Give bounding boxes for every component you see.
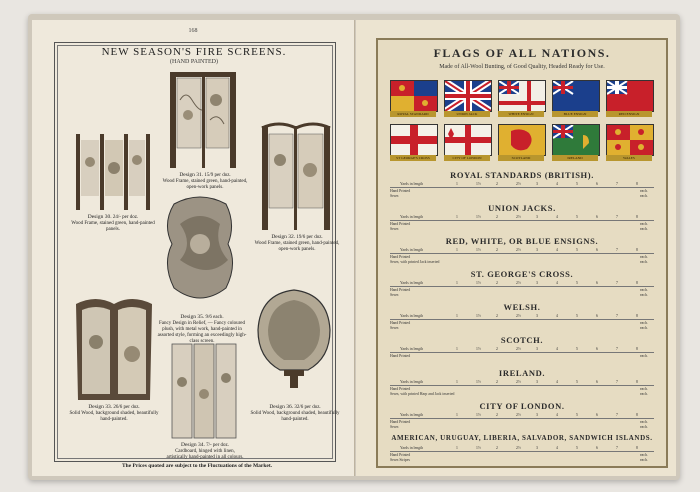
yard-length-header: 6 xyxy=(596,314,598,318)
yard-length-header: 2 xyxy=(496,248,498,252)
price-row-label: Hand Printed xyxy=(390,222,411,226)
section-title: CITY OF LONDON. xyxy=(479,401,565,411)
yard-length-header: 1½ xyxy=(476,182,481,186)
yard-length-header: 8 xyxy=(636,347,638,351)
each-label: each. xyxy=(640,458,648,462)
section-title: UNION JACKS. xyxy=(488,203,556,213)
yard-length-header: 1 xyxy=(456,281,458,285)
fire-screens-subtitle: (HAND PAINTED) xyxy=(170,59,218,65)
section-rule xyxy=(390,385,654,386)
yard-length-header: 2 xyxy=(496,413,498,417)
yard-length-header: 1½ xyxy=(476,347,481,351)
yard-length-header: 1 xyxy=(456,347,458,351)
fire-screen-design-33 xyxy=(72,298,156,402)
flag-label: BLUE ENSIGN xyxy=(552,111,598,117)
flags-subtitle: Made of All-Wool Bunting, of Good Quality, Headed Ready for Use. xyxy=(439,64,605,70)
yard-length-header: 2½ xyxy=(516,413,521,417)
yard-length-header: 1½ xyxy=(476,446,481,450)
each-label: each. xyxy=(640,194,648,198)
yard-length-header: 2 xyxy=(496,446,498,450)
yard-length-header: 3 xyxy=(536,215,538,219)
yard-length-header: 3 xyxy=(536,281,538,285)
yard-length-header: 7 xyxy=(616,413,618,417)
section-rule xyxy=(390,253,654,254)
st-georges-cross-flag xyxy=(390,124,438,156)
flag-label: CITY OF LONDON xyxy=(444,155,490,161)
each-label: each. xyxy=(640,288,648,292)
scotland-flag xyxy=(498,124,546,156)
yard-length-header: 8 xyxy=(636,380,638,384)
yard-length-header: 1 xyxy=(456,215,458,219)
yard-length-header: 2 xyxy=(496,380,498,384)
fire-screen-design-36 xyxy=(254,286,334,390)
section-title: ROYAL STANDARDS (BRITISH). xyxy=(450,170,594,180)
yard-length-header: 2 xyxy=(496,215,498,219)
caption-design-34: Design 34. 7/- per doz. Cardboard, hinged with linen, artistically hand-painted in all colours. xyxy=(166,442,244,460)
yard-length-header: 5 xyxy=(576,281,578,285)
price-row-label: Hand Printed xyxy=(390,387,411,391)
flag-label: ROYAL STANDARD xyxy=(390,111,436,117)
price-row-label: Hand Printed xyxy=(390,453,411,457)
each-label: each. xyxy=(640,260,648,264)
yard-length-header: 2½ xyxy=(516,380,521,384)
section-title: IRELAND. xyxy=(498,368,546,378)
yard-length-header: 3 xyxy=(536,347,538,351)
yard-length-header: 2½ xyxy=(516,446,521,450)
caption-design-33: Design 33. 26/6 per doz. Solid Wood, background shaded, beautifully hand-painted. xyxy=(69,404,159,422)
price-row-label: Sewn, with printed Harp and Jack inserted xyxy=(390,392,455,396)
fire-screen-design-32 xyxy=(260,120,332,232)
yard-length-header: 1½ xyxy=(476,413,481,417)
yard-length-header: 8 xyxy=(636,413,638,417)
yard-length-header: 8 xyxy=(636,182,638,186)
yard-length-header: 4 xyxy=(556,380,558,384)
yard-length-header: 5 xyxy=(576,347,578,351)
city-of-london-flag xyxy=(444,124,492,156)
price-row-label: Hand Printed xyxy=(390,354,411,358)
caption-design-31: Design 31. 15/9 per doz. Wood Frame, stained green, hand-painted, open-work panels. xyxy=(162,172,248,190)
yard-length-header: 2½ xyxy=(516,281,521,285)
each-label: each. xyxy=(640,255,648,259)
yard-length-header: 7 xyxy=(616,446,618,450)
fire-screen-design-34 xyxy=(170,342,238,440)
yard-length-header: 1½ xyxy=(476,314,481,318)
yard-length-header: 3 xyxy=(536,314,538,318)
yards-in-length-label: Yards in length xyxy=(400,347,424,351)
yard-length-header: 8 xyxy=(636,215,638,219)
yard-length-header: 5 xyxy=(576,215,578,219)
yard-length-header: 5 xyxy=(576,413,578,417)
yard-length-header: 7 xyxy=(616,281,618,285)
yard-length-header: 4 xyxy=(556,215,558,219)
yard-length-header: 4 xyxy=(556,314,558,318)
fire-screen-design-35 xyxy=(160,194,240,312)
yard-length-header: 7 xyxy=(616,182,618,186)
caption-design-32: Design 32. 19/6 per doz. Wood Frame, stained green, hand-painted, open-work panels. xyxy=(254,234,340,252)
union-jack-flag xyxy=(444,80,492,112)
yard-length-header: 4 xyxy=(556,248,558,252)
flag-label: WHITE ENSIGN xyxy=(498,111,544,117)
left-page xyxy=(32,20,355,476)
yard-length-header: 3 xyxy=(536,248,538,252)
price-row-label: Sewn xyxy=(390,326,399,330)
page-number: 168 xyxy=(188,28,198,34)
yard-length-header: 1 xyxy=(456,380,458,384)
flag-label: ST GEORGE'S CROSS xyxy=(390,155,436,161)
section-title: RED, WHITE, OR BLUE ENSIGNS. xyxy=(445,236,599,246)
yard-length-header: 7 xyxy=(616,248,618,252)
yard-length-header: 6 xyxy=(596,380,598,384)
yard-length-header: 6 xyxy=(596,413,598,417)
price-row-label: Hand Printed xyxy=(390,420,411,424)
caption-design-35: Design 35. 9/6 each. Fancy Design in Relief, — Fancy coloured plush, with metal work, hand-painted in assorted style, forming an exceedingly high-class screen. xyxy=(157,314,247,344)
yard-length-header: 7 xyxy=(616,380,618,384)
yard-length-header: 2½ xyxy=(516,314,521,318)
yards-in-length-label: Yards in length xyxy=(400,314,424,318)
each-label: each. xyxy=(640,420,648,424)
each-label: each. xyxy=(640,189,648,193)
section-title: AMERICAN, URUGUAY, LIBERIA, SALVADOR, SANDWICH ISLANDS. xyxy=(391,434,653,442)
flag-label: IRELAND xyxy=(552,155,598,161)
yard-length-header: 3 xyxy=(536,413,538,417)
royal-standard-flag xyxy=(390,80,438,112)
flag-label: UNION JACK xyxy=(444,111,490,117)
section-title: SCOTCH. xyxy=(500,335,544,345)
yard-length-header: 3 xyxy=(536,182,538,186)
yard-length-header: 1½ xyxy=(476,248,481,252)
yards-in-length-label: Yards in length xyxy=(400,446,424,450)
yard-length-header: 1 xyxy=(456,446,458,450)
section-rule xyxy=(390,220,654,221)
yard-length-header: 1 xyxy=(456,248,458,252)
price-row-label: Sewn xyxy=(390,227,399,231)
section-rule xyxy=(390,319,654,320)
yards-in-length-label: Yards in length xyxy=(400,380,424,384)
right-page xyxy=(356,20,676,476)
yard-length-header: 2½ xyxy=(516,248,521,252)
yards-in-length-label: Yards in length xyxy=(400,413,424,417)
yard-length-header: 6 xyxy=(596,347,598,351)
yard-length-header: 6 xyxy=(596,215,598,219)
price-row-label: Sewn, with printed Jack inserted xyxy=(390,260,440,264)
yard-length-header: 2 xyxy=(496,182,498,186)
yard-length-header: 5 xyxy=(576,380,578,384)
flags-title: FLAGS OF ALL NATIONS. xyxy=(433,46,611,60)
each-label: each. xyxy=(640,321,648,325)
section-rule xyxy=(390,418,654,419)
each-label: each. xyxy=(640,293,648,297)
yard-length-header: 8 xyxy=(636,248,638,252)
yard-length-header: 1 xyxy=(456,314,458,318)
each-label: each. xyxy=(640,354,648,358)
yard-length-header: 8 xyxy=(636,314,638,318)
price-row-label: Sewn Stripes xyxy=(390,458,410,462)
yards-in-length-label: Yards in length xyxy=(400,281,424,285)
fire-screen-design-31 xyxy=(168,70,238,170)
price-row-label: Hand Printed xyxy=(390,288,411,292)
each-label: each. xyxy=(640,392,648,396)
fire-screen-design-30 xyxy=(74,132,152,212)
yards-in-length-label: Yards in length xyxy=(400,215,424,219)
yard-length-header: 6 xyxy=(596,248,598,252)
yard-length-header: 4 xyxy=(556,182,558,186)
price-row-label: Sewn xyxy=(390,425,399,429)
each-label: each. xyxy=(640,387,648,391)
section-rule xyxy=(390,187,654,188)
yard-length-header: 1½ xyxy=(476,281,481,285)
yard-length-header: 2 xyxy=(496,347,498,351)
price-row-label: Hand Printed xyxy=(390,189,411,193)
yard-length-header: 4 xyxy=(556,281,558,285)
yard-length-header: 1½ xyxy=(476,215,481,219)
caption-design-30: Design 30. 24/- per doz. Wood Frame, stained green, hand-painted panels. xyxy=(71,214,155,232)
each-label: each. xyxy=(640,222,648,226)
yard-length-header: 6 xyxy=(596,182,598,186)
section-rule xyxy=(390,286,654,287)
section-rule xyxy=(390,451,654,452)
yard-length-header: 5 xyxy=(576,314,578,318)
flag-label: RED ENSIGN xyxy=(606,111,652,117)
open-catalogue-book xyxy=(28,14,680,480)
yard-length-header: 7 xyxy=(616,347,618,351)
each-label: each. xyxy=(640,453,648,457)
yard-length-header: 7 xyxy=(616,215,618,219)
yard-length-header: 5 xyxy=(576,446,578,450)
fire-screens-title: NEW SEASON'S FIRE SCREENS. xyxy=(101,46,287,58)
yard-length-header: 2½ xyxy=(516,215,521,219)
yard-length-header: 4 xyxy=(556,446,558,450)
section-title: WELSH. xyxy=(503,302,541,312)
yard-length-header: 6 xyxy=(596,281,598,285)
flags-panel xyxy=(376,38,668,468)
yard-length-header: 3 xyxy=(536,380,538,384)
yards-in-length-label: Yards in length xyxy=(400,182,424,186)
price-row-label: Sewn xyxy=(390,194,399,198)
each-label: each. xyxy=(640,227,648,231)
yard-length-header: 2½ xyxy=(516,347,521,351)
yard-length-header: 6 xyxy=(596,446,598,450)
section-rule xyxy=(390,352,654,353)
yard-length-header: 3 xyxy=(536,446,538,450)
yard-length-header: 4 xyxy=(556,413,558,417)
red-ensign-flag xyxy=(606,80,654,112)
prices-footnote: The Prices quoted are subject to the Fluctuations of the Market. xyxy=(121,463,273,469)
caption-design-36: Design 36. 32/6 per doz. Solid Wood, background shaded, beautifully hand-painted. xyxy=(250,404,340,422)
price-row-label: Hand Printed xyxy=(390,321,411,325)
wales-flag xyxy=(606,124,654,156)
each-label: each. xyxy=(640,425,648,429)
each-label: each. xyxy=(640,326,648,330)
yard-length-header: 8 xyxy=(636,281,638,285)
yard-length-header: 2½ xyxy=(516,182,521,186)
price-row-label: Hand Printed xyxy=(390,255,411,259)
yard-length-header: 1 xyxy=(456,182,458,186)
yard-length-header: 5 xyxy=(576,248,578,252)
flag-label: SCOTLAND xyxy=(498,155,544,161)
yard-length-header: 4 xyxy=(556,347,558,351)
yard-length-header: 8 xyxy=(636,446,638,450)
yard-length-header: 1½ xyxy=(476,380,481,384)
yard-length-header: 5 xyxy=(576,182,578,186)
yards-in-length-label: Yards in length xyxy=(400,248,424,252)
yard-length-header: 2 xyxy=(496,314,498,318)
blue-ensign-flag xyxy=(552,80,600,112)
price-row-label: Sewn xyxy=(390,293,399,297)
flag-label: WALES xyxy=(606,155,652,161)
yard-length-header: 2 xyxy=(496,281,498,285)
white-ensign-flag xyxy=(498,80,546,112)
ireland-flag xyxy=(552,124,600,156)
section-title: ST. GEORGE'S CROSS. xyxy=(470,269,574,279)
yard-length-header: 1 xyxy=(456,413,458,417)
yard-length-header: 7 xyxy=(616,314,618,318)
